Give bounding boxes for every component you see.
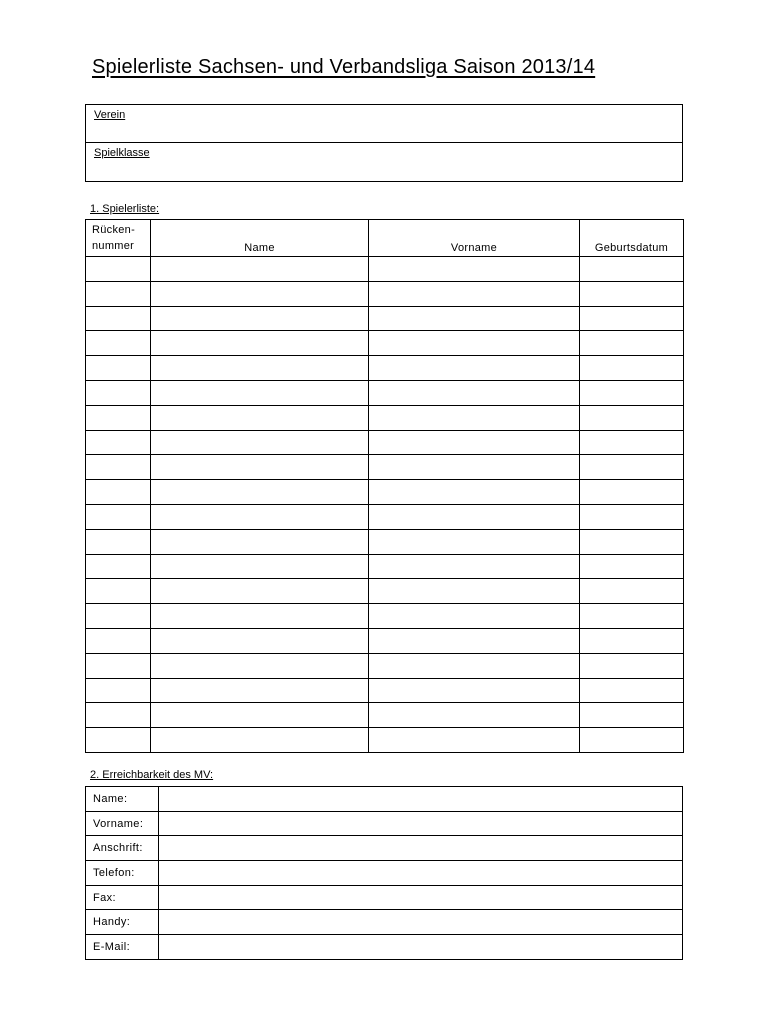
club-info-box <box>85 104 683 182</box>
cell-vorname[interactable] <box>369 480 580 505</box>
cell-number[interactable] <box>86 554 151 579</box>
player-table-header <box>86 220 684 257</box>
cell-vorname[interactable] <box>369 356 580 381</box>
contact-row <box>86 836 683 861</box>
cell-geburtsdatum[interactable] <box>580 529 684 554</box>
cell-name[interactable] <box>151 653 369 678</box>
cell-vorname[interactable] <box>369 331 580 356</box>
cell-name[interactable] <box>151 306 369 331</box>
contact-row <box>86 885 683 910</box>
cell-number[interactable] <box>86 504 151 529</box>
table-row <box>86 455 684 480</box>
cell-number[interactable] <box>86 678 151 703</box>
cell-vorname[interactable] <box>369 380 580 405</box>
verein-field[interactable] <box>86 105 682 143</box>
table-row <box>86 281 684 306</box>
cell-name[interactable] <box>151 703 369 728</box>
column-header-number-line2: nummer <box>92 240 135 252</box>
column-header-geburtsdatum: Geburtsdatum <box>580 220 684 257</box>
table-row <box>86 703 684 728</box>
cell-geburtsdatum[interactable] <box>580 678 684 703</box>
contact-field-value[interactable] <box>159 811 683 836</box>
player-list-section-label: 1. Spielerliste: <box>90 203 160 215</box>
cell-geburtsdatum[interactable] <box>580 380 684 405</box>
cell-name[interactable] <box>151 480 369 505</box>
table-row <box>86 604 684 629</box>
page-title: Spielerliste Sachsen- und Verbandsliga Saison 2013/14 <box>92 56 596 78</box>
cell-vorname[interactable] <box>369 504 580 529</box>
cell-number[interactable] <box>86 331 151 356</box>
cell-geburtsdatum[interactable] <box>580 554 684 579</box>
contact-row <box>86 935 683 960</box>
column-header-vorname: Vorname <box>369 220 580 257</box>
cell-name[interactable] <box>151 430 369 455</box>
cell-name[interactable] <box>151 529 369 554</box>
contact-row <box>86 811 683 836</box>
contact-row <box>86 787 683 812</box>
cell-geburtsdatum[interactable] <box>580 579 684 604</box>
table-row <box>86 554 684 579</box>
contact-field-label: Telefon: <box>86 861 159 886</box>
cell-vorname[interactable] <box>369 405 580 430</box>
cell-number[interactable] <box>86 281 151 306</box>
spielklasse-field[interactable] <box>86 143 682 181</box>
cell-vorname[interactable] <box>369 604 580 629</box>
cell-geburtsdatum[interactable] <box>580 331 684 356</box>
table-row <box>86 405 684 430</box>
cell-geburtsdatum[interactable] <box>580 604 684 629</box>
contact-section-label: 2. Erreichbarkeit des MV: <box>90 769 214 781</box>
table-row <box>86 257 684 282</box>
cell-name[interactable] <box>151 728 369 753</box>
cell-geburtsdatum[interactable] <box>580 257 684 282</box>
cell-name[interactable] <box>151 257 369 282</box>
cell-name[interactable] <box>151 331 369 356</box>
column-header-number <box>86 220 151 257</box>
column-header-number-line1: Rücken- <box>92 224 136 236</box>
cell-geburtsdatum[interactable] <box>580 480 684 505</box>
cell-geburtsdatum[interactable] <box>580 728 684 753</box>
cell-number[interactable] <box>86 604 151 629</box>
cell-vorname[interactable] <box>369 306 580 331</box>
contact-field-label: Handy: <box>86 910 159 935</box>
table-row <box>86 579 684 604</box>
cell-name[interactable] <box>151 628 369 653</box>
table-row <box>86 529 684 554</box>
cell-number[interactable] <box>86 430 151 455</box>
cell-geburtsdatum[interactable] <box>580 455 684 480</box>
contact-row <box>86 861 683 886</box>
contact-field-label: Anschrift: <box>86 836 159 861</box>
cell-name[interactable] <box>151 504 369 529</box>
table-row <box>86 480 684 505</box>
cell-geburtsdatum[interactable] <box>580 430 684 455</box>
cell-number[interactable] <box>86 529 151 554</box>
verein-label: Verein <box>94 109 126 121</box>
cell-number[interactable] <box>86 579 151 604</box>
cell-vorname[interactable] <box>369 728 580 753</box>
cell-number[interactable] <box>86 728 151 753</box>
cell-vorname[interactable] <box>369 628 580 653</box>
cell-geburtsdatum[interactable] <box>580 306 684 331</box>
contact-field-label: E-Mail: <box>86 935 159 960</box>
contact-field-value[interactable] <box>159 861 683 886</box>
cell-geburtsdatum[interactable] <box>580 703 684 728</box>
table-row <box>86 504 684 529</box>
cell-name[interactable] <box>151 380 369 405</box>
cell-vorname[interactable] <box>369 455 580 480</box>
cell-geburtsdatum[interactable] <box>580 504 684 529</box>
spielklasse-label: Spielklasse <box>94 147 150 159</box>
cell-number[interactable] <box>86 455 151 480</box>
cell-geburtsdatum[interactable] <box>580 405 684 430</box>
cell-name[interactable] <box>151 455 369 480</box>
contact-field-label: Name: <box>86 787 159 812</box>
cell-name[interactable] <box>151 604 369 629</box>
table-row <box>86 331 684 356</box>
contact-field-value[interactable] <box>159 910 683 935</box>
cell-number[interactable] <box>86 257 151 282</box>
table-row <box>86 380 684 405</box>
cell-vorname[interactable] <box>369 653 580 678</box>
cell-number[interactable] <box>86 653 151 678</box>
contact-field-value[interactable] <box>159 836 683 861</box>
cell-vorname[interactable] <box>369 281 580 306</box>
table-row <box>86 430 684 455</box>
cell-number[interactable] <box>86 380 151 405</box>
cell-vorname[interactable] <box>369 529 580 554</box>
contact-field-value[interactable] <box>159 935 683 960</box>
cell-number[interactable] <box>86 703 151 728</box>
cell-number[interactable] <box>86 306 151 331</box>
cell-name[interactable] <box>151 281 369 306</box>
cell-vorname[interactable] <box>369 579 580 604</box>
contact-field-value[interactable] <box>159 787 683 812</box>
cell-number[interactable] <box>86 628 151 653</box>
cell-number[interactable] <box>86 356 151 381</box>
cell-vorname[interactable] <box>369 554 580 579</box>
player-list-table <box>85 219 684 753</box>
table-row <box>86 628 684 653</box>
contact-field-label: Fax: <box>86 885 159 910</box>
cell-vorname[interactable] <box>369 430 580 455</box>
cell-vorname[interactable] <box>369 703 580 728</box>
column-header-name: Name <box>151 220 369 257</box>
cell-vorname[interactable] <box>369 257 580 282</box>
table-row <box>86 728 684 753</box>
cell-name[interactable] <box>151 356 369 381</box>
cell-name[interactable] <box>151 554 369 579</box>
table-row <box>86 653 684 678</box>
table-row <box>86 678 684 703</box>
cell-geburtsdatum[interactable] <box>580 628 684 653</box>
cell-number[interactable] <box>86 405 151 430</box>
cell-geburtsdatum[interactable] <box>580 281 684 306</box>
cell-geburtsdatum[interactable] <box>580 356 684 381</box>
contact-field-label: Vorname: <box>86 811 159 836</box>
contact-table <box>85 786 683 960</box>
cell-number[interactable] <box>86 480 151 505</box>
contact-row <box>86 910 683 935</box>
cell-name[interactable] <box>151 678 369 703</box>
contact-field-value[interactable] <box>159 885 683 910</box>
cell-vorname[interactable] <box>369 678 580 703</box>
table-row <box>86 306 684 331</box>
cell-name[interactable] <box>151 405 369 430</box>
cell-geburtsdatum[interactable] <box>580 653 684 678</box>
table-row <box>86 356 684 381</box>
cell-name[interactable] <box>151 579 369 604</box>
